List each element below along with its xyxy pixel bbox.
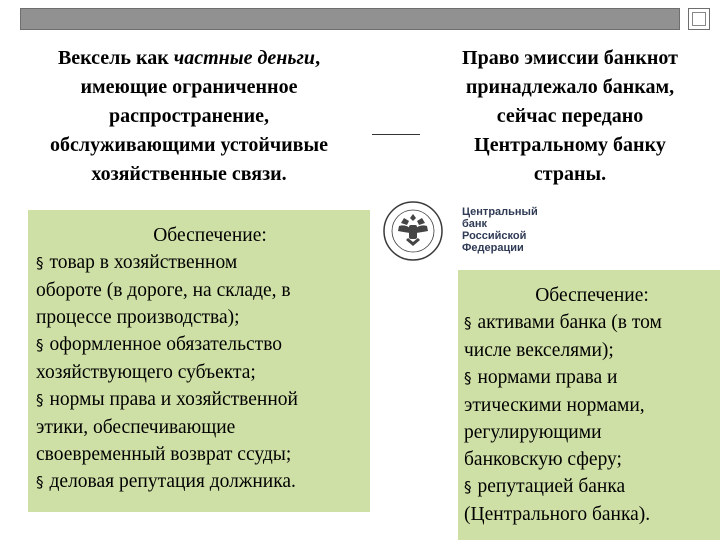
right-list-line: банковскую сферу; xyxy=(464,449,622,470)
right-list-line: числе векселями); xyxy=(464,340,614,361)
left-list-line: § деловая репутация должника. xyxy=(36,471,296,492)
top-decor-bar xyxy=(20,8,680,30)
left-list-line: хозяйствующего субъекта; xyxy=(36,362,256,383)
right-list-line: § нормами права и xyxy=(464,367,618,388)
left-box-title: Обеспечение: xyxy=(153,225,267,246)
right-heading: Право эмиссии банкнот принадлежало банкам, сейчас передано Центральному банку страны. xyxy=(462,47,678,185)
right-list-line: этическими нормами, xyxy=(464,395,645,416)
left-list-line: процессе производства); xyxy=(36,307,240,328)
bullet-icon: § xyxy=(464,314,472,332)
left-list-line: своевременный возврат ссуды; xyxy=(36,444,292,465)
right-security-box xyxy=(458,270,720,540)
left-list-line: обороте (в дороге, на складе, в xyxy=(36,280,291,301)
bullet-icon: § xyxy=(464,478,472,496)
bank-emblem-icon xyxy=(382,200,444,262)
central-bank-name: Центральный банк Российской Федерации xyxy=(462,206,538,254)
right-list-line: регулирующими xyxy=(464,422,602,443)
bullet-icon: § xyxy=(36,473,44,491)
left-list-line: § нормы права и хозяйственной xyxy=(36,389,298,410)
right-list-line: § репутацией банка xyxy=(464,476,626,497)
connector-line xyxy=(372,134,420,135)
bullet-icon: § xyxy=(464,369,472,387)
corner-decor-square xyxy=(688,8,710,30)
bullet-icon: § xyxy=(36,254,44,272)
left-list-line: § оформленное обязательство xyxy=(36,334,283,355)
left-security-box xyxy=(28,210,370,512)
bullet-icon: § xyxy=(36,391,44,409)
right-box-title: Обеспечение: xyxy=(535,285,649,306)
right-list-line: § активами банка (в том xyxy=(464,312,662,333)
left-heading: Вексель как частные деньги, имеющие ограниченное распространение, обслуживающими устойчивые хозяйственные связи. xyxy=(50,47,328,185)
bullet-icon: § xyxy=(36,336,44,354)
right-list-line: (Центрального банка). xyxy=(464,504,651,525)
left-list-line: этики, обеспечивающие xyxy=(36,417,236,438)
left-list-line: § товар в хозяйственном xyxy=(36,252,238,273)
